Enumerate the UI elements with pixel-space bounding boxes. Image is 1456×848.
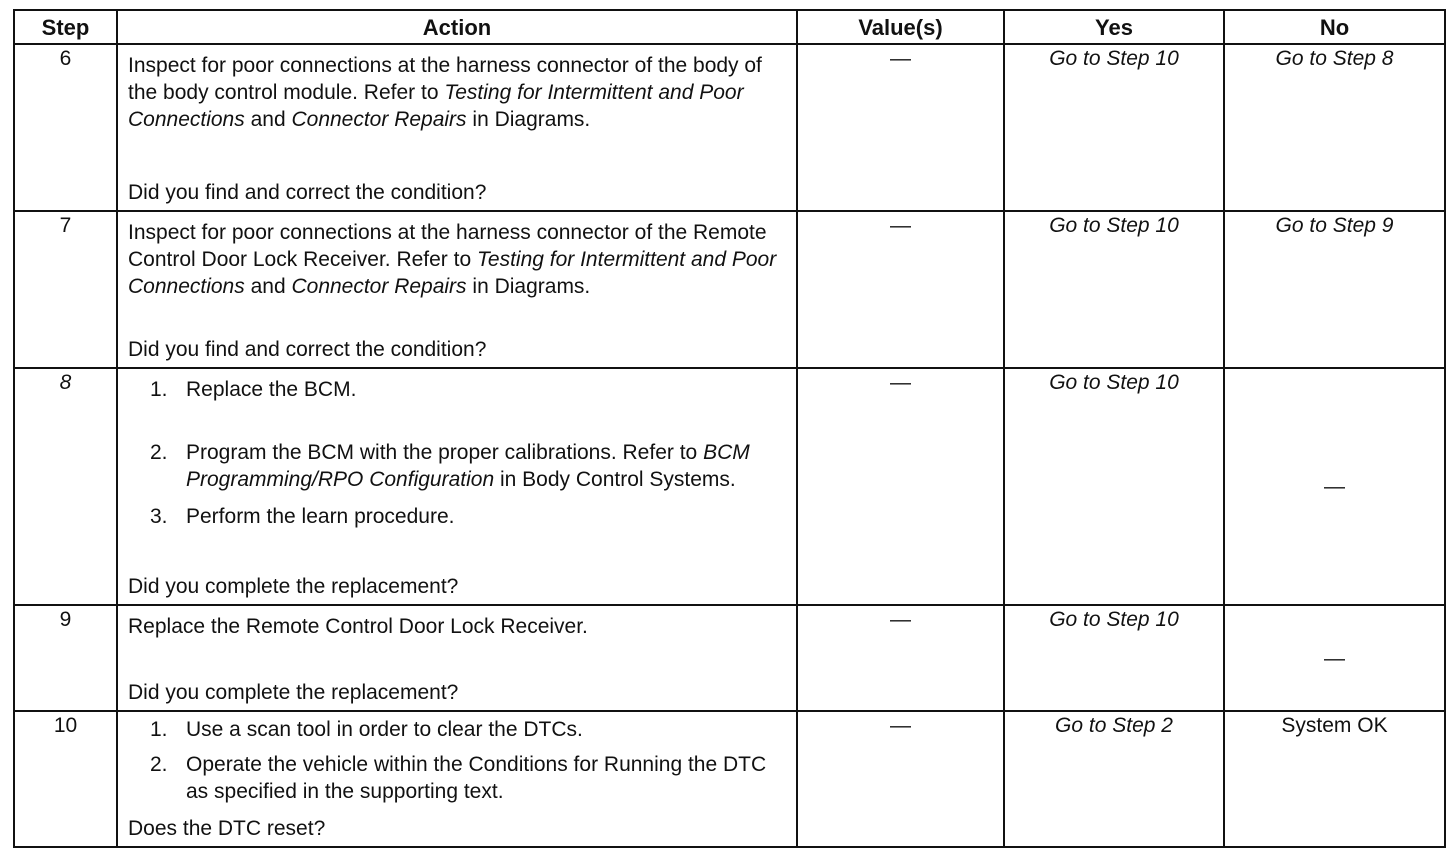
action-question: Did you find and correct the condition? — [128, 181, 487, 204]
step-number: 10 — [14, 711, 117, 847]
yes-cell: Go to Step 10 — [1004, 368, 1224, 605]
yes-cell: Go to Step 10 — [1004, 211, 1224, 368]
action-cell — [117, 605, 797, 711]
action-question: Does the DTC reset? — [128, 817, 326, 840]
table-row-step-9 — [14, 605, 1445, 711]
step-number: 8 — [14, 368, 117, 605]
value-cell: — — [797, 368, 1004, 605]
header-row — [14, 10, 1445, 44]
yes-cell: Go to Step 10 — [1004, 44, 1224, 211]
step-number: 9 — [14, 605, 117, 711]
header-step: Step — [14, 10, 117, 44]
yes-cell: Go to Step 2 — [1004, 711, 1224, 847]
action-text: Replace the Remote Control Door Lock Receiver. — [128, 615, 588, 638]
value-cell: — — [797, 605, 1004, 711]
action-text: Inspect for poor connections at the harness connector of the body of the body control module. Refer to Testing for Intermittent and Poor Connections and Connector Repairs in Diagrams. — [128, 54, 762, 131]
no-cell: System OK — [1224, 711, 1445, 847]
action-question: Did you complete the replacement? — [128, 575, 459, 598]
table-row-step-6 — [14, 44, 1445, 211]
action-cell — [117, 368, 797, 605]
list-item: 1. Replace the BCM. — [150, 378, 357, 401]
step-number: 6 — [14, 44, 117, 211]
table-row-step-7 — [14, 211, 1445, 368]
header-action: Action — [117, 10, 797, 44]
yes-cell: Go to Step 10 — [1004, 605, 1224, 711]
action-list — [128, 716, 786, 805]
action-question: Did you find and correct the condition? — [128, 338, 487, 361]
header-values: Value(s) — [797, 10, 1004, 44]
no-cell: — — [1224, 605, 1445, 711]
action-question: Did you complete the replacement? — [128, 681, 459, 704]
step-number: 7 — [14, 211, 117, 368]
value-cell: — — [797, 211, 1004, 368]
list-item: 2. Operate the vehicle within the Conditions for Running the DTC as specified in the supporting text. — [150, 753, 767, 803]
list-item: 3. Perform the learn procedure. — [150, 505, 455, 528]
diagnostic-table — [13, 9, 1446, 848]
header-yes: Yes — [1004, 10, 1224, 44]
list-item: 1. Use a scan tool in order to clear the DTCs. — [150, 718, 583, 741]
header-no: No — [1224, 10, 1445, 44]
table-row-step-10 — [14, 711, 1445, 847]
action-cell — [117, 211, 797, 368]
action-text: Inspect for poor connections at the harness connector of the Remote Control Door Lock Receiver. Refer to Testing for Intermittent and Poor Connections and Connector Repairs in Diagrams. — [128, 221, 777, 298]
list-item: 2. Program the BCM with the proper calibrations. Refer to BCM Programming/RPO Configuration in Body Control Systems. — [150, 441, 750, 491]
table-row-step-8 — [14, 368, 1445, 605]
action-cell — [117, 711, 797, 847]
no-cell: Go to Step 9 — [1224, 211, 1445, 368]
no-cell: — — [1224, 368, 1445, 605]
value-cell: — — [797, 711, 1004, 847]
action-list — [128, 376, 786, 530]
action-cell — [117, 44, 797, 211]
no-cell: Go to Step 8 — [1224, 44, 1445, 211]
value-cell: — — [797, 44, 1004, 211]
